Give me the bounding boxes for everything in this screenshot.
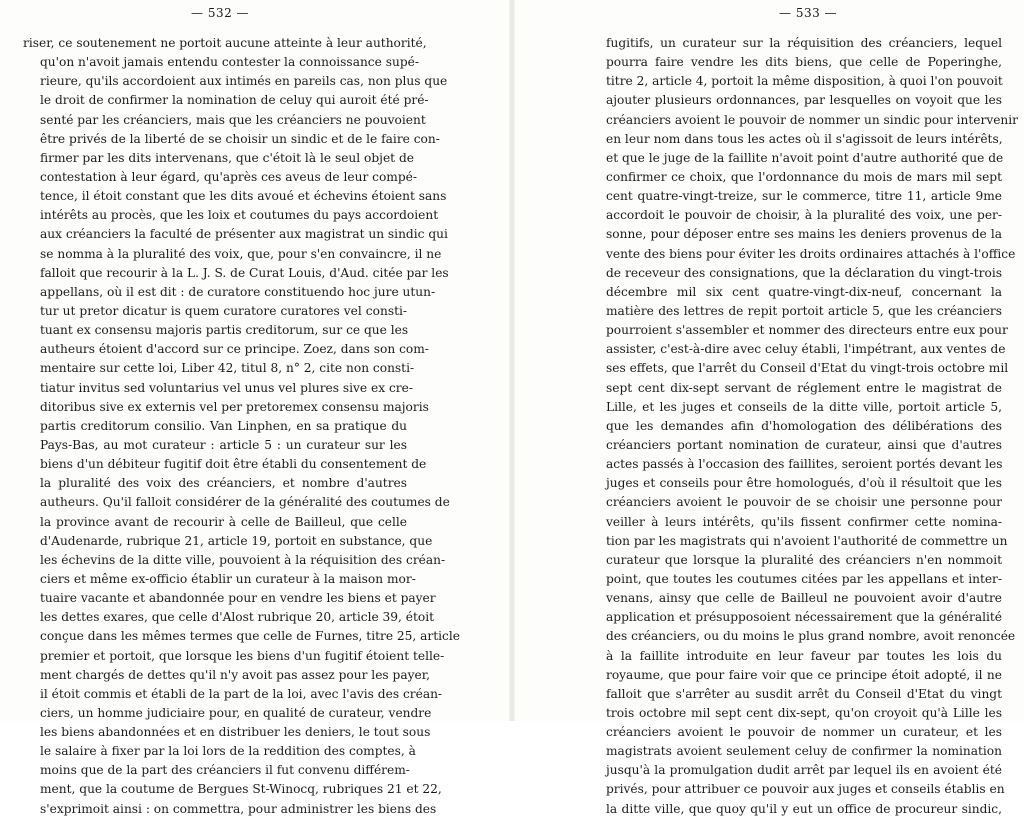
text-line: créanciers avoient le pouvoir de nommer un curateur, et les: [606, 725, 1002, 740]
page-number-left: — 532 —: [191, 6, 250, 20]
text-line: jusqu'à la promulgation dudit arrêt par lequel ils en avoient été: [606, 763, 1002, 778]
text-line: pourra faire vendre les dits biens, que celle de Poperinghe,: [606, 55, 1002, 70]
text-line: sept cent dix-sept servant de réglement entre le magistrat de: [606, 380, 1002, 395]
text-line: les échevins de la ditte ville, pouvoient à la réquisition des créan-: [40, 552, 446, 567]
text-line: le salaire à fixer par la loi lors de la reddition des comptes, à: [40, 744, 416, 759]
text-line: appellans, où il est dit : de curatore constituendo hoc jure utun-: [40, 284, 436, 299]
text-line: senté par les créanciers, mais que les créanciers ne pouvoient: [40, 112, 426, 127]
text-line: vente des biens pour éviter les droits ordinaires attachés à l'office: [606, 246, 1016, 261]
text-line: tion par les magistrats qui n'avoient l'authorité de commettre un: [606, 533, 1008, 548]
text-line: Lille, et les juges et conseils de la ditte ville, portoit article 5,: [606, 399, 1002, 414]
text-line: à la faillite introduite en leur faveur par toutes les lois du: [606, 648, 1002, 663]
right-page-text: [606, 34, 1019, 819]
text-line: tuant ex consensu majoris partis creditorum, sur ce que les: [40, 323, 409, 338]
text-line: tur ut pretor dicatur is quem curatore curatores vel consti-: [40, 303, 407, 318]
text-line: partis creditorum consilio. Van Linphen, en sa pratique du: [40, 418, 407, 433]
text-line: conçue dans les mêmes termes que celle de Furnes, titre 25, article: [40, 629, 460, 644]
page-number-right: — 533 —: [779, 6, 838, 20]
text-line: autheurs étoient d'accord sur ce principe. Zoez, dans son com-: [40, 342, 429, 357]
text-line: moins que de la part des créanciers il fut convenu différem-: [40, 763, 410, 778]
text-line: le droit de confirmer la nomination de celuy qui auroit été pré-: [40, 93, 429, 108]
text-line: accordoit le pouvoir de choisir, à la pluralité des voix, une per-: [606, 208, 1002, 223]
text-line: se nomma à la pluralité des voix, que, pour s'en convaincre, il ne: [40, 246, 442, 261]
text-line: ajouter plusieurs ordonnances, par lesquelles on voyoit que les: [606, 93, 1002, 108]
text-line: autheurs. Qu'il falloit considérer de la généralité des coutumes de: [40, 495, 450, 510]
text-line: trois octobre mil sept cent dix-sept, qu'on croyoit qu'à Lille les: [606, 705, 1002, 720]
left-page-text: [23, 34, 460, 819]
text-line: la province avant de recourir à celle de Bailleul, que celle: [40, 514, 407, 529]
text-line: décembre mil six cent quatre-vingt-dix-neuf, concernant la: [606, 284, 1002, 299]
text-line: mentaire sur cette loi, Liber 42, titul 8, n° 2, cite non consti-: [40, 361, 415, 376]
text-line: contestation à leur égard, qu'après ces aveus de leur compé-: [40, 169, 417, 184]
text-line: curateur que lorsque la pluralité des créanciers n'en nommoit: [606, 552, 1002, 567]
right-page: [515, 0, 1024, 816]
text-line: Pays-Bas, au mot curateur : article 5 : un curateur sur les: [40, 437, 407, 452]
text-line: privés, pour attribuer ce pouvoir aux juges et conseils établis en: [606, 782, 1005, 797]
text-line: que les demandes afin d'homologation des délibérations des: [606, 418, 1002, 433]
text-line: tuaire vacante et abandonnée pour en vendre les biens et payer: [40, 591, 436, 606]
text-line: il étoit commis et établi de la part de la loi, avec l'avis des créan-: [40, 686, 443, 701]
text-line: ment, que la coutume de Bergues St-Winocq, rubriques 21 et 22,: [40, 782, 442, 797]
text-line: royaume, que pour faire voir que ce principe étoit adopté, il ne: [606, 667, 1002, 682]
text-line: en leur nom dans tous les actes où il s'agissoit de leurs intérêts,: [606, 131, 1003, 146]
text-line: pourroient s'assembler et nommer des directeurs entre eux pour: [606, 323, 1008, 338]
text-line: de receveur des consignations, que la déclaration du vingt-trois: [606, 265, 1002, 280]
text-line: veiller à leurs intérêts, qu'ils fissent confirmer cette nomina-: [606, 514, 1002, 529]
text-line: et que le juge de la faillite n'avoit point d'autre authorité que de: [606, 150, 1004, 165]
text-line: intérêts au procès, que les loix et coutumes du pays accordoient: [40, 208, 439, 223]
text-line: juges et conseils pour être homologués, d'où il résultoit que les: [606, 476, 1002, 491]
text-line: des créanciers, ou du moins le plus grand nombre, avoit renoncée: [606, 629, 1016, 644]
text-line: titre 2, article 4, portoit la même disposition, à quoi l'on pouvoit: [606, 74, 1003, 89]
text-line: s'exprimoit ainsi : on commettra, pour administrer les biens des: [40, 801, 437, 816]
text-line: la pluralité des voix des créanciers, et nombre d'autres: [40, 476, 407, 491]
text-line: magistrats avoient seulement celuy de confirmer la nomination: [606, 744, 1002, 759]
text-line: rieure, qu'ils accordoient aux intimés en pareils cas, non plus que: [40, 74, 448, 89]
text-line: tiatur invitus sed voluntarius vel unus vel plures sive ex cre-: [40, 380, 413, 395]
text-line: point, que toutes les coutumes citées par les appellans et inter-: [606, 571, 1002, 586]
text-line: d'Audenarde, rubrique 21, article 19, portoit en substance, que: [40, 533, 433, 548]
text-line: falloit que s'arrêter au susdit arrêt du Conseil d'Etat du vingt: [606, 686, 1002, 701]
text-line: ciers, un homme judiciaire pour, en qualité de curateur, vendre: [40, 705, 432, 720]
text-line: tence, il étoit constant que les dits avoué et échevins étoient sans: [40, 189, 447, 204]
text-line: falloit que recourir à la L. J. S. de Curat Louis, d'Aud. citée par les: [40, 265, 449, 280]
text-line: fugitifs, un curateur sur la réquisition des créanciers, lequel: [606, 36, 1002, 50]
text-line: confirmer ce choix, que l'ordonnance du mois de mars mil sept: [606, 169, 1002, 184]
text-line: firmer par les dits intervenans, que c'étoit là le seul objet de: [40, 150, 414, 165]
text-line: cent quatre-vingt-treize, sur le commerce, titre 11, article 9me: [606, 189, 1002, 204]
text-line: aux créanciers la faculté de présenter aux magistrat un sindic qui: [40, 227, 448, 242]
text-line: être privés de la liberté de se choisir un sindic et de le faire con-: [40, 131, 440, 146]
text-line: sonne, pour déposer entre ses mains les deniers provenus de la: [606, 227, 1002, 242]
text-line: riser, ce soutenement ne portoit aucune atteinte à leur authorité,: [23, 36, 427, 50]
text-line: la ditte ville, que quoy qu'il y eut un office de procureur sindic,: [606, 801, 1002, 816]
text-line: ses effets, que l'arrêt du Conseil d'Etat du vingt-trois octobre mil: [606, 361, 1009, 376]
text-line: créanciers avoient le pouvoir de nommer un sindic pour intervenir: [606, 112, 1019, 127]
text-line: créanciers avoient le pouvoir de se choisir une personne pour: [606, 495, 1002, 510]
text-line: biens d'un débiteur fugitif doit être établi du consentement de: [40, 457, 427, 472]
text-line: matière des lettres de repit portoit article 5, que les créanciers: [606, 303, 1002, 318]
text-line: venans, ainsy que celle de Bailleul ne pouvoient avoir d'autre: [606, 591, 1002, 606]
text-line: les biens abandonnées et en distribuer les deniers, le tout sous: [40, 725, 431, 740]
text-line: les dettes exares, que celle d'Alost rubrique 20, article 39, étoit: [40, 610, 435, 625]
text-line: ditoribus sive ex externis vel per pretoremex consensu majoris: [40, 399, 429, 414]
text-line: application et présupposoient nécessairement que la généralité: [606, 610, 1002, 625]
text-line: premier et portoit, que lorsque les biens d'un fugitif étoient telle-: [40, 648, 445, 663]
text-line: assister, c'est-à-dire avec celuy établi, l'impétrant, aux ventes de: [606, 342, 1006, 357]
text-line: ciers et même ex-officio établir un curateur à la maison mor-: [40, 571, 416, 586]
text-line: qu'on n'avoit jamais entendu contester la connoissance supé-: [40, 55, 419, 70]
text-line: ment chargés de dettes qu'il n'y avoit pas assez pour les payer,: [40, 667, 431, 682]
text-line: créanciers portant nomination de curateur, ainsi que d'autres: [606, 437, 1002, 452]
text-line: actes passés à l'occasion des faillites, seroient portés devant les: [606, 457, 1003, 472]
left-page: [0, 0, 509, 816]
